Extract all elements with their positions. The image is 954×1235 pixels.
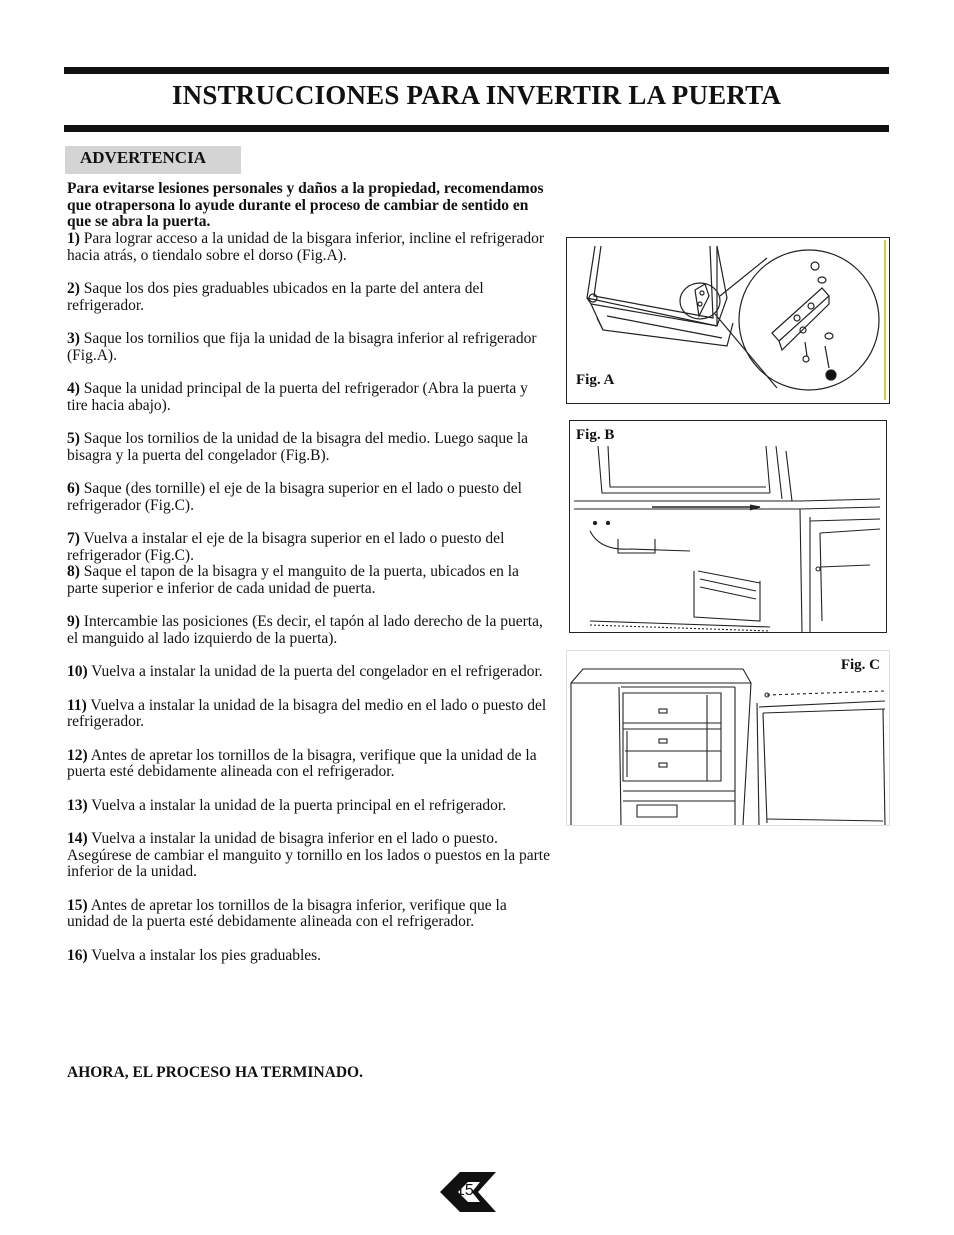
figure-b-illustration (570, 421, 886, 632)
step-2: 2) Saque los dos pies graduables ubicados en la parte del antera del refrigerador. (67, 280, 484, 314)
warning-label: ADVERTENCIA (80, 148, 206, 167)
step-7: 7) Vuelva a instalar el eje de la bisagra superior en el lado o puesto del refrigerador (Fig.C). (67, 530, 505, 564)
page-number: 15 (456, 1182, 474, 1199)
step-9: 9) Intercambie las posiciones (Es decir, el tapón al lado derecho de la puerta, el manguido al lado izquierdo de la puerta). (67, 613, 543, 647)
figure-a-illustration (567, 238, 889, 403)
step-10: 10) Vuelva a instalar la unidad de la puerta del congelador en el refrigerador. (67, 663, 543, 680)
bottom-rule (64, 125, 889, 132)
page-title: INSTRUCCIONES PARA INVERTIR LA PUERTA (171, 80, 782, 110)
step-15: 15) Antes de apretar los tornillos de la bisagra inferior, verifique que la unidad de la puerta esté debidamente alineada con el refrigerador. (67, 896, 507, 930)
figure-b (569, 420, 887, 633)
warning-text: Para evitarse lesiones personales y daños a la propiedad, recomendamos que otrapersona lo ayude durante el proceso de cambiar de sentido en que se abra la puerta. (67, 180, 544, 230)
step-5: 5) Saque los tornilios de la unidad de la bisagra del medio. Luego saque la bisagra y la puerta del congelador (Fig.B). (67, 430, 529, 464)
step-13: 13) Vuelva a instalar la unidad de la puerta principal en el refrigerador. (67, 796, 507, 814)
figure-a-label: Fig. A (576, 372, 615, 388)
figure-b-label: Fig. B (576, 427, 615, 443)
figure-c (566, 650, 890, 826)
step-3: 3) Saque los tornilios que fija la unidad de la bisagra inferior al refrigerador (Fig.A). (67, 330, 537, 364)
figure-c-illustration (567, 651, 889, 825)
step-14: 14) Vuelva a instalar la unidad de bisagra inferior en el lado o puesto. Asegúrese de cambiar el manguito y tornillo en los lados o puestos en la parte inferior de la unidad. (67, 830, 550, 880)
finish-text: AHORA, EL PROCESO HA TERMINADO. (67, 1064, 363, 1081)
step-1: 1) Para lograr acceso a la unidad de la bisgara inferior, incline el refrigerador hacia atrás, o tiendalo sobre el dorso (Fig.A). (67, 230, 545, 264)
step-16: 16) Vuelva a instalar los pies graduables. (67, 946, 322, 964)
figure-a (566, 237, 890, 404)
figure-c-label: Fig. C (840, 657, 880, 673)
top-rule (64, 67, 889, 74)
step-4: 4) Saque la unidad principal de la puerta del refrigerador (Abra la puerta y tire hacia abajo). (67, 380, 528, 414)
step-12: 12) Antes de apretar los tornillos de la bisagra, verifique que la unidad de la puerta esté debidamente alineada con el refrigerador. (67, 746, 537, 780)
steps-list (67, 231, 552, 964)
step-8: 8) Saque el tapon de la bisagra y el manguito de la puerta, ubicados en la parte superior e inferior de cada unidad de puerta. (67, 563, 519, 597)
step-6: 6) Saque (des tornille) el eje de la bisagra superior en el lado o puesto del refrigerador (Fig.C). (67, 480, 522, 514)
step-11: 11) Vuelva a instalar la unidad de la bisagra del medio en el lado o puesto del refrigerador. (67, 696, 547, 730)
